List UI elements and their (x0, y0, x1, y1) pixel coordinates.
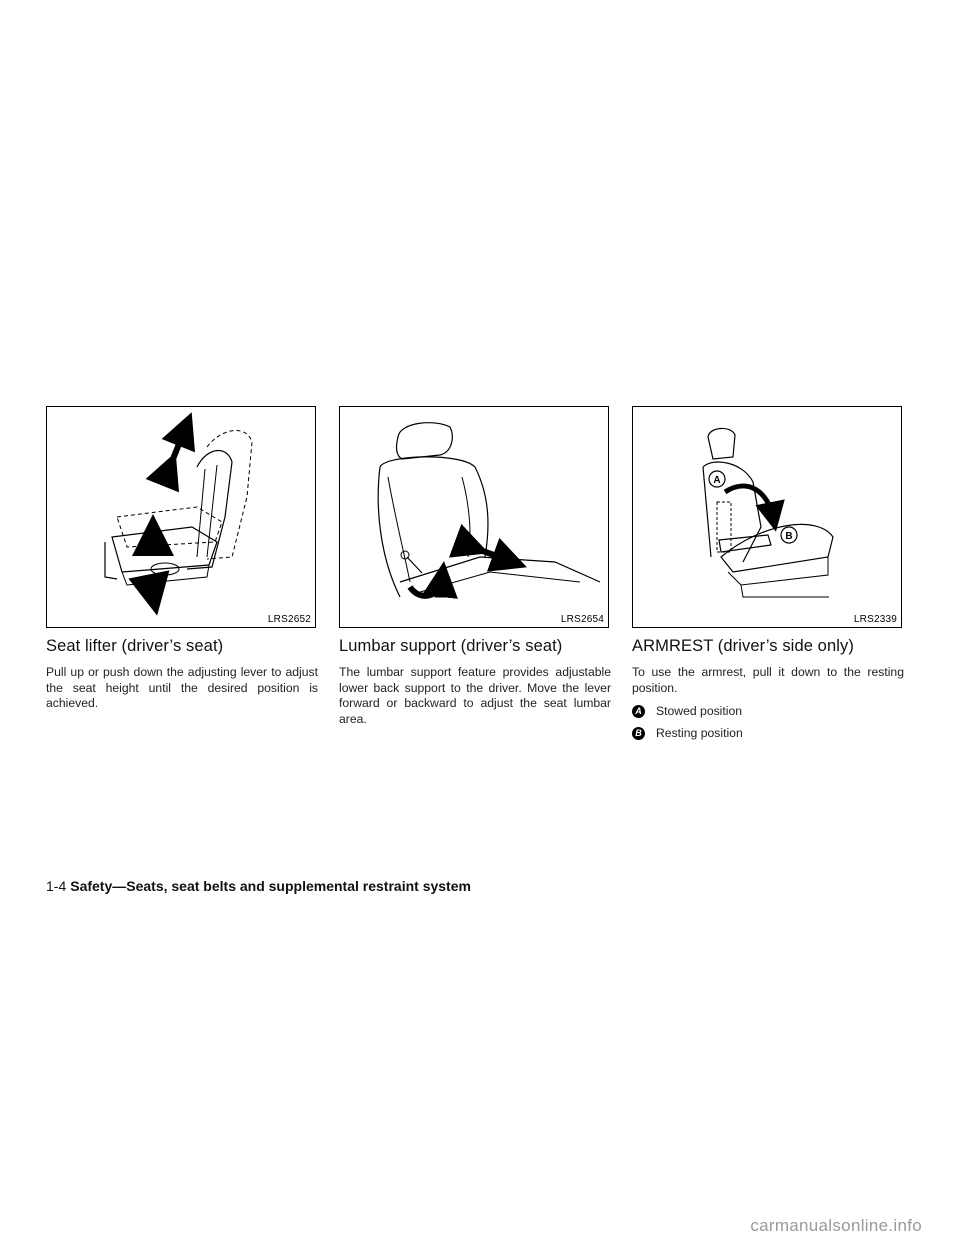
callout-b-label: B (785, 531, 793, 542)
page-number: 1-4 (46, 878, 67, 894)
legend-item-resting (632, 726, 904, 740)
footer-section-title: Safety—Seats, seat belts and supplemental restraint system (70, 878, 471, 894)
section-lumbar-support (339, 406, 611, 727)
section-body: The lumbar support feature provides adjustable lower back support to the driver. Move the lever forward or backward to adjust the seat lumbar area. (339, 665, 611, 726)
section-seat-lifter (46, 406, 318, 712)
seat-lifter-figure (46, 406, 316, 628)
lumbar-support-illustration (340, 407, 610, 629)
figure-code: LRS2654 (560, 614, 604, 625)
section-heading: Seat lifter (driver’s seat) (46, 637, 224, 655)
seat-lifter-illustration (47, 407, 317, 629)
figure-code: LRS2652 (267, 614, 311, 625)
armrest-illustration (633, 407, 903, 629)
section-body: Pull up or push down the adjusting lever to adjust the seat height until the desired position is achieved. (46, 665, 318, 710)
page-footer (46, 878, 471, 894)
section-heading: Lumbar support (driver’s seat) (339, 637, 563, 655)
badge-b-icon: B (632, 727, 645, 740)
lumbar-support-figure (339, 406, 609, 628)
legend-item-stowed (632, 704, 904, 718)
armrest-figure (632, 406, 902, 628)
section-heading: ARMREST (driver’s side only) (632, 637, 854, 655)
legend-label: Stowed position (656, 704, 743, 718)
figure-code: LRS2339 (853, 614, 897, 625)
callout-a-label: A (713, 475, 721, 486)
legend-label: Resting position (656, 726, 743, 740)
section-armrest (632, 406, 904, 740)
watermark: carmanualsonline.info (750, 1216, 922, 1235)
badge-a-icon: A (632, 705, 645, 718)
section-body: To use the armrest, pull it down to the resting position. (632, 665, 904, 695)
